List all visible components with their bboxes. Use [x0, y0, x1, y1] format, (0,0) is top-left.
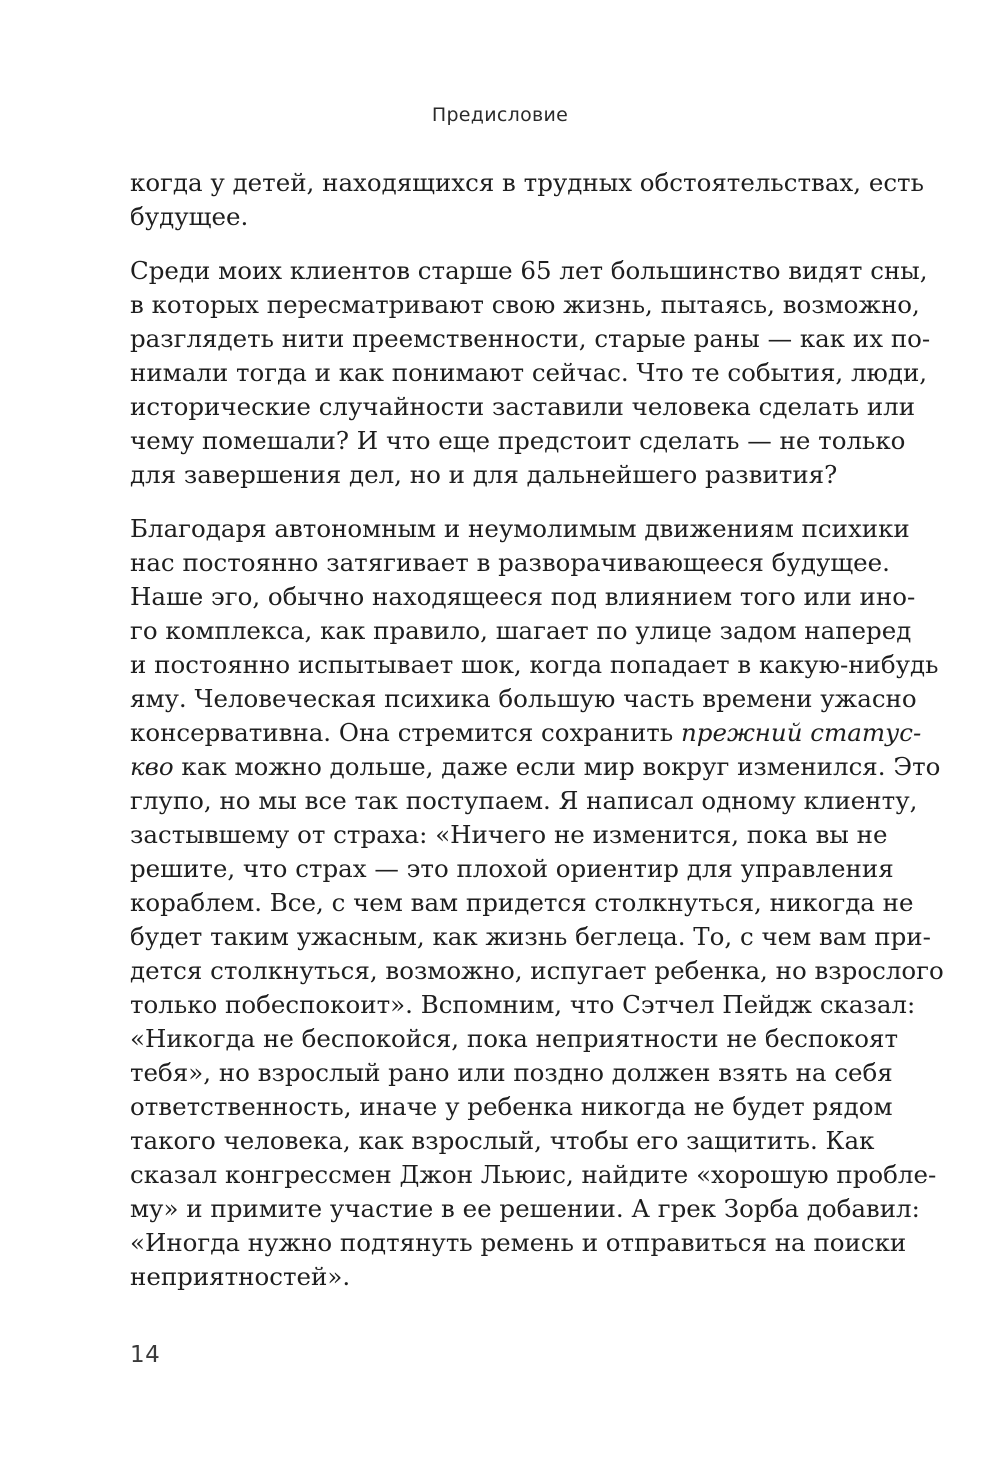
- text-line: му» и примите участие в ее решении. А грек Зорба добавил:: [130, 1194, 920, 1223]
- text-line: ответственность, иначе у ребенка никогда не будет рядом: [130, 1092, 893, 1121]
- text-line: исторические случайности заставили человека сделать или: [130, 392, 916, 421]
- paragraph-gap: [130, 234, 866, 254]
- text-line: и постоянно испытывает шок, когда попадает в какую-нибудь: [130, 650, 939, 679]
- text-line: чему помешали? И что еще предстоит сделать — не только: [130, 426, 906, 455]
- text-line: го комплекса, как правило, шагает по улице задом наперед: [130, 616, 912, 645]
- text-line: Среди моих клиентов старше 65 лет большинство видят сны,: [130, 256, 928, 285]
- paragraph-gap: [130, 492, 866, 512]
- text-line: Наше эго, обычно находящееся под влиянием того или ино-: [130, 582, 916, 611]
- text-line: «Никогда не беспокойся, пока неприятности не беспокоят: [130, 1024, 899, 1053]
- text-line: сказал конгрессмен Джон Льюис, найдите «хорошую пробле-: [130, 1160, 937, 1189]
- text-line-mixed: [130, 750, 941, 784]
- text-line: яму. Человеческая психика большую часть времени ужасно: [130, 684, 917, 713]
- paragraph-3: [130, 512, 944, 1294]
- italic-text-run: кво: [130, 752, 174, 781]
- text-line: решите, что страх — это плохой ориентир для управления: [130, 854, 894, 883]
- text-line: только побеспокоит». Вспомним, что Сэтчел Пейдж сказал:: [130, 990, 916, 1019]
- text-line: глупо, но мы все так поступаем. Я написал одному клиенту,: [130, 786, 918, 815]
- text-line: застывшему от страха: «Ничего не изменится, пока вы не: [130, 820, 888, 849]
- text-line: дется столкнуться, возможно, испугает ребенка, но взрослого: [130, 956, 944, 985]
- body-text: [130, 166, 944, 1294]
- text-line-mixed: [130, 716, 922, 750]
- paragraph-2: [130, 254, 931, 492]
- text-line: Благодаря автономным и неумолимым движениям психики: [130, 514, 910, 543]
- text-line: нимали тогда и как понимают сейчас. Что те события, люди,: [130, 358, 928, 387]
- paragraph-1: [130, 166, 924, 234]
- text-line: для завершения дел, но и для дальнейшего развития?: [130, 460, 838, 489]
- text-line: нас постоянно затягивает в разворачивающееся будущее.: [130, 548, 890, 577]
- text-line: в которых пересматривают свою жизнь, пытаясь, возможно,: [130, 290, 920, 319]
- italic-text-run: прежний статус-: [680, 718, 922, 747]
- text-line: когда у детей, находящихся в трудных обстоятельствах, есть: [130, 168, 924, 197]
- text-line: разглядеть нити преемственности, старые раны — как их по-: [130, 324, 931, 353]
- text-run: как можно дольше, даже если мир вокруг изменился. Это: [173, 752, 941, 781]
- text-line: «Иногда нужно подтянуть ремень и отправиться на поиски: [130, 1228, 907, 1257]
- text-line: тебя», но взрослый рано или поздно должен взять на себя: [130, 1058, 893, 1087]
- text-line: кораблем. Все, с чем вам придется столкнуться, никогда не: [130, 888, 914, 917]
- text-line: будущее.: [130, 202, 249, 231]
- page-number: 14: [130, 1342, 161, 1368]
- text-line: будет таким ужасным, как жизнь беглеца. То, с чем вам при-: [130, 922, 931, 951]
- text-run: консервативна. Она стремится сохранить: [130, 718, 681, 747]
- running-head-title: Предисловие: [431, 104, 569, 126]
- text-line: такого человека, как взрослый, чтобы его защитить. Как: [130, 1126, 875, 1155]
- text-line: неприятностей».: [130, 1262, 351, 1291]
